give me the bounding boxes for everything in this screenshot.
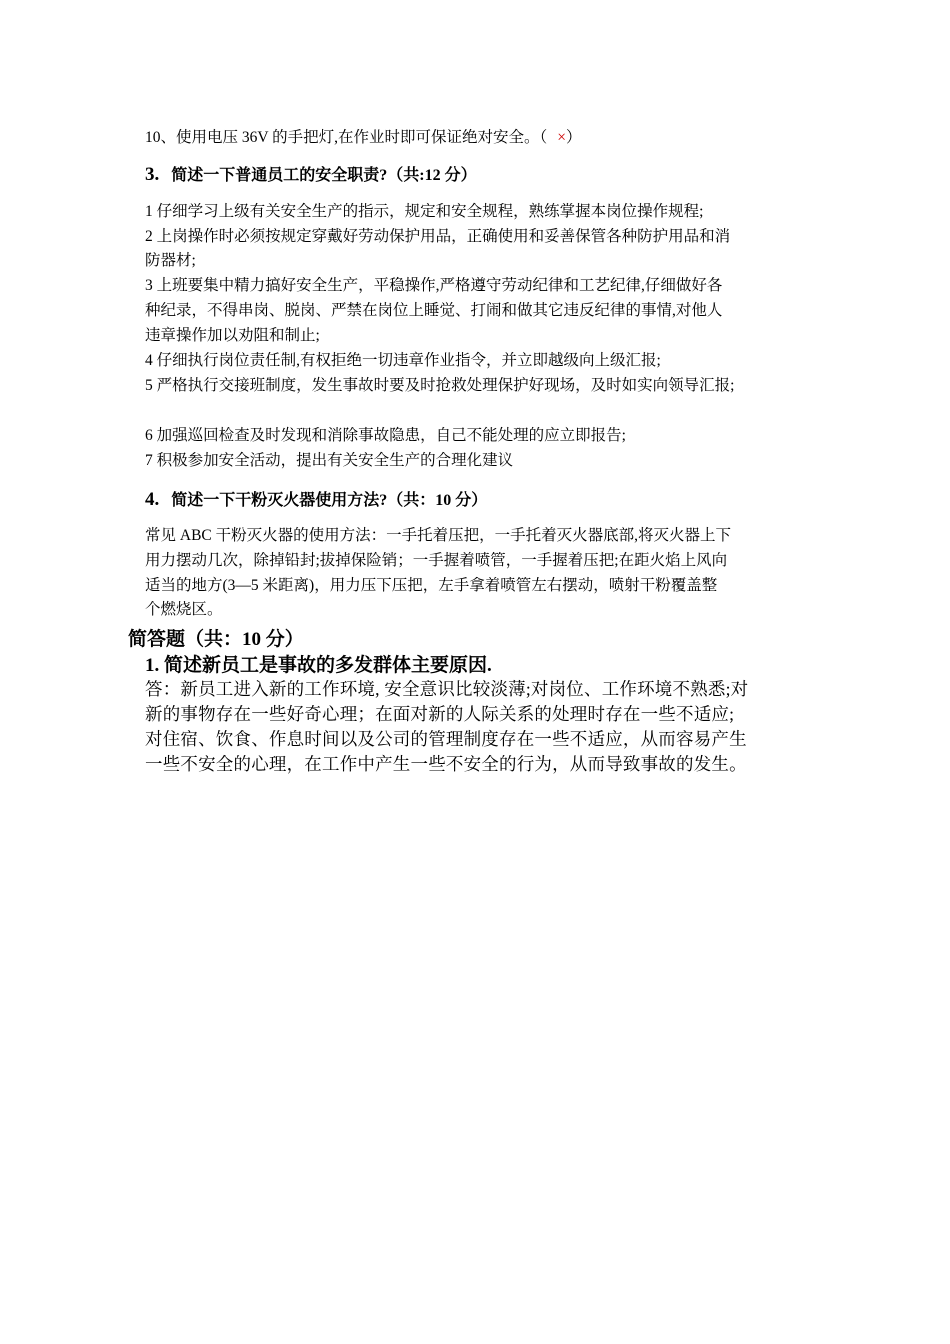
q3-line: 3 上班要集中精力搞好安全生产，平稳操作,严格遵守劳动纪律和工艺纪律,仔细做好各 [145,277,723,294]
answer-line: 一些不安全的心理，在工作中产生一些不安全的行为，从而导致事故的发生。 [145,754,747,774]
q4-line: 常见 ABC 干粉灭火器的使用方法：一手托着压把，一手托着灭火器底部,将灭火器上下 [145,527,731,544]
q4-line: 用力摆动几次，除掉铅封;拔掉保险销；一手握着喷管，一手握着压把;在距火焰上风向 [145,552,728,569]
q3-line: 4 仔细执行岗位责任制,有权拒绝一切违章作业指令，并立即越级向上级汇报; [145,352,661,369]
q3-line: 1 仔细学习上级有关安全生产的指示，规定和安全规程，熟练掌握本岗位操作规程; [145,203,704,220]
q4-heading [145,487,487,511]
q3-line: 防器材; [145,252,196,269]
q3-line: 种纪录，不得串岗、脱岗、严禁在岗位上睡觉、打闹和做其它违反纪律的事情,对他人 [145,302,723,319]
item-10 [145,128,582,148]
q4-title: 简述一下干粉灭火器使用方法?（共：10 分） [171,492,488,509]
q4-number: 4. [145,489,160,510]
section-title: 简答题（共：10 分） [128,629,304,650]
short-answer-question: 1. 简述新员工是事故的多发群体主要原因. [145,655,492,676]
q3-line: 7 积极参加安全活动，提出有关安全生产的合理化建议 [145,452,514,469]
wrong-mark-icon: × [557,129,567,146]
q3-title: 简述一下普通员工的安全职责?（共:12 分） [171,167,477,184]
item-10-close: ） [566,129,582,146]
answer-line: 答：新员工进入新的工作环境, 安全意识比较淡薄;对岗位、工作环境不熟悉;对 [145,679,749,699]
q3-line: 2 上岗操作时必须按规定穿戴好劳动保护用品，正确使用和妥善保管各种防护用品和消 [145,228,731,245]
answer-line: 新的事物存在一些好奇心理；在面对新的人际关系的处理时存在一些不适应; [145,704,735,724]
q3-line: 违章操作加以劝阻和制止; [145,327,320,344]
item-10-text: 10、使用电压 36V 的手把灯,在作业时即可保证绝对安全。（ [145,129,548,146]
q4-line: 适当的地方(3—5 米距离)，用力压下压把，左手拿着喷管左右摆动，喷射干粉覆盖整 [145,577,718,594]
q3-line: 6 加强巡回检查及时发现和消除事故隐患，自己不能处理的应立即报告; [145,427,626,444]
q3-number: 3. [145,164,160,185]
q4-line: 个燃烧区。 [145,601,223,618]
answer-line: 对住宿、饮食、作息时间以及公司的管理制度存在一些不适应，从而容易产生 [145,729,747,749]
q3-line: 5 严格执行交接班制度，发生事故时要及时抢救处理保护好现场，及时如实向领导汇报; [145,377,735,394]
q3-heading [145,162,477,186]
